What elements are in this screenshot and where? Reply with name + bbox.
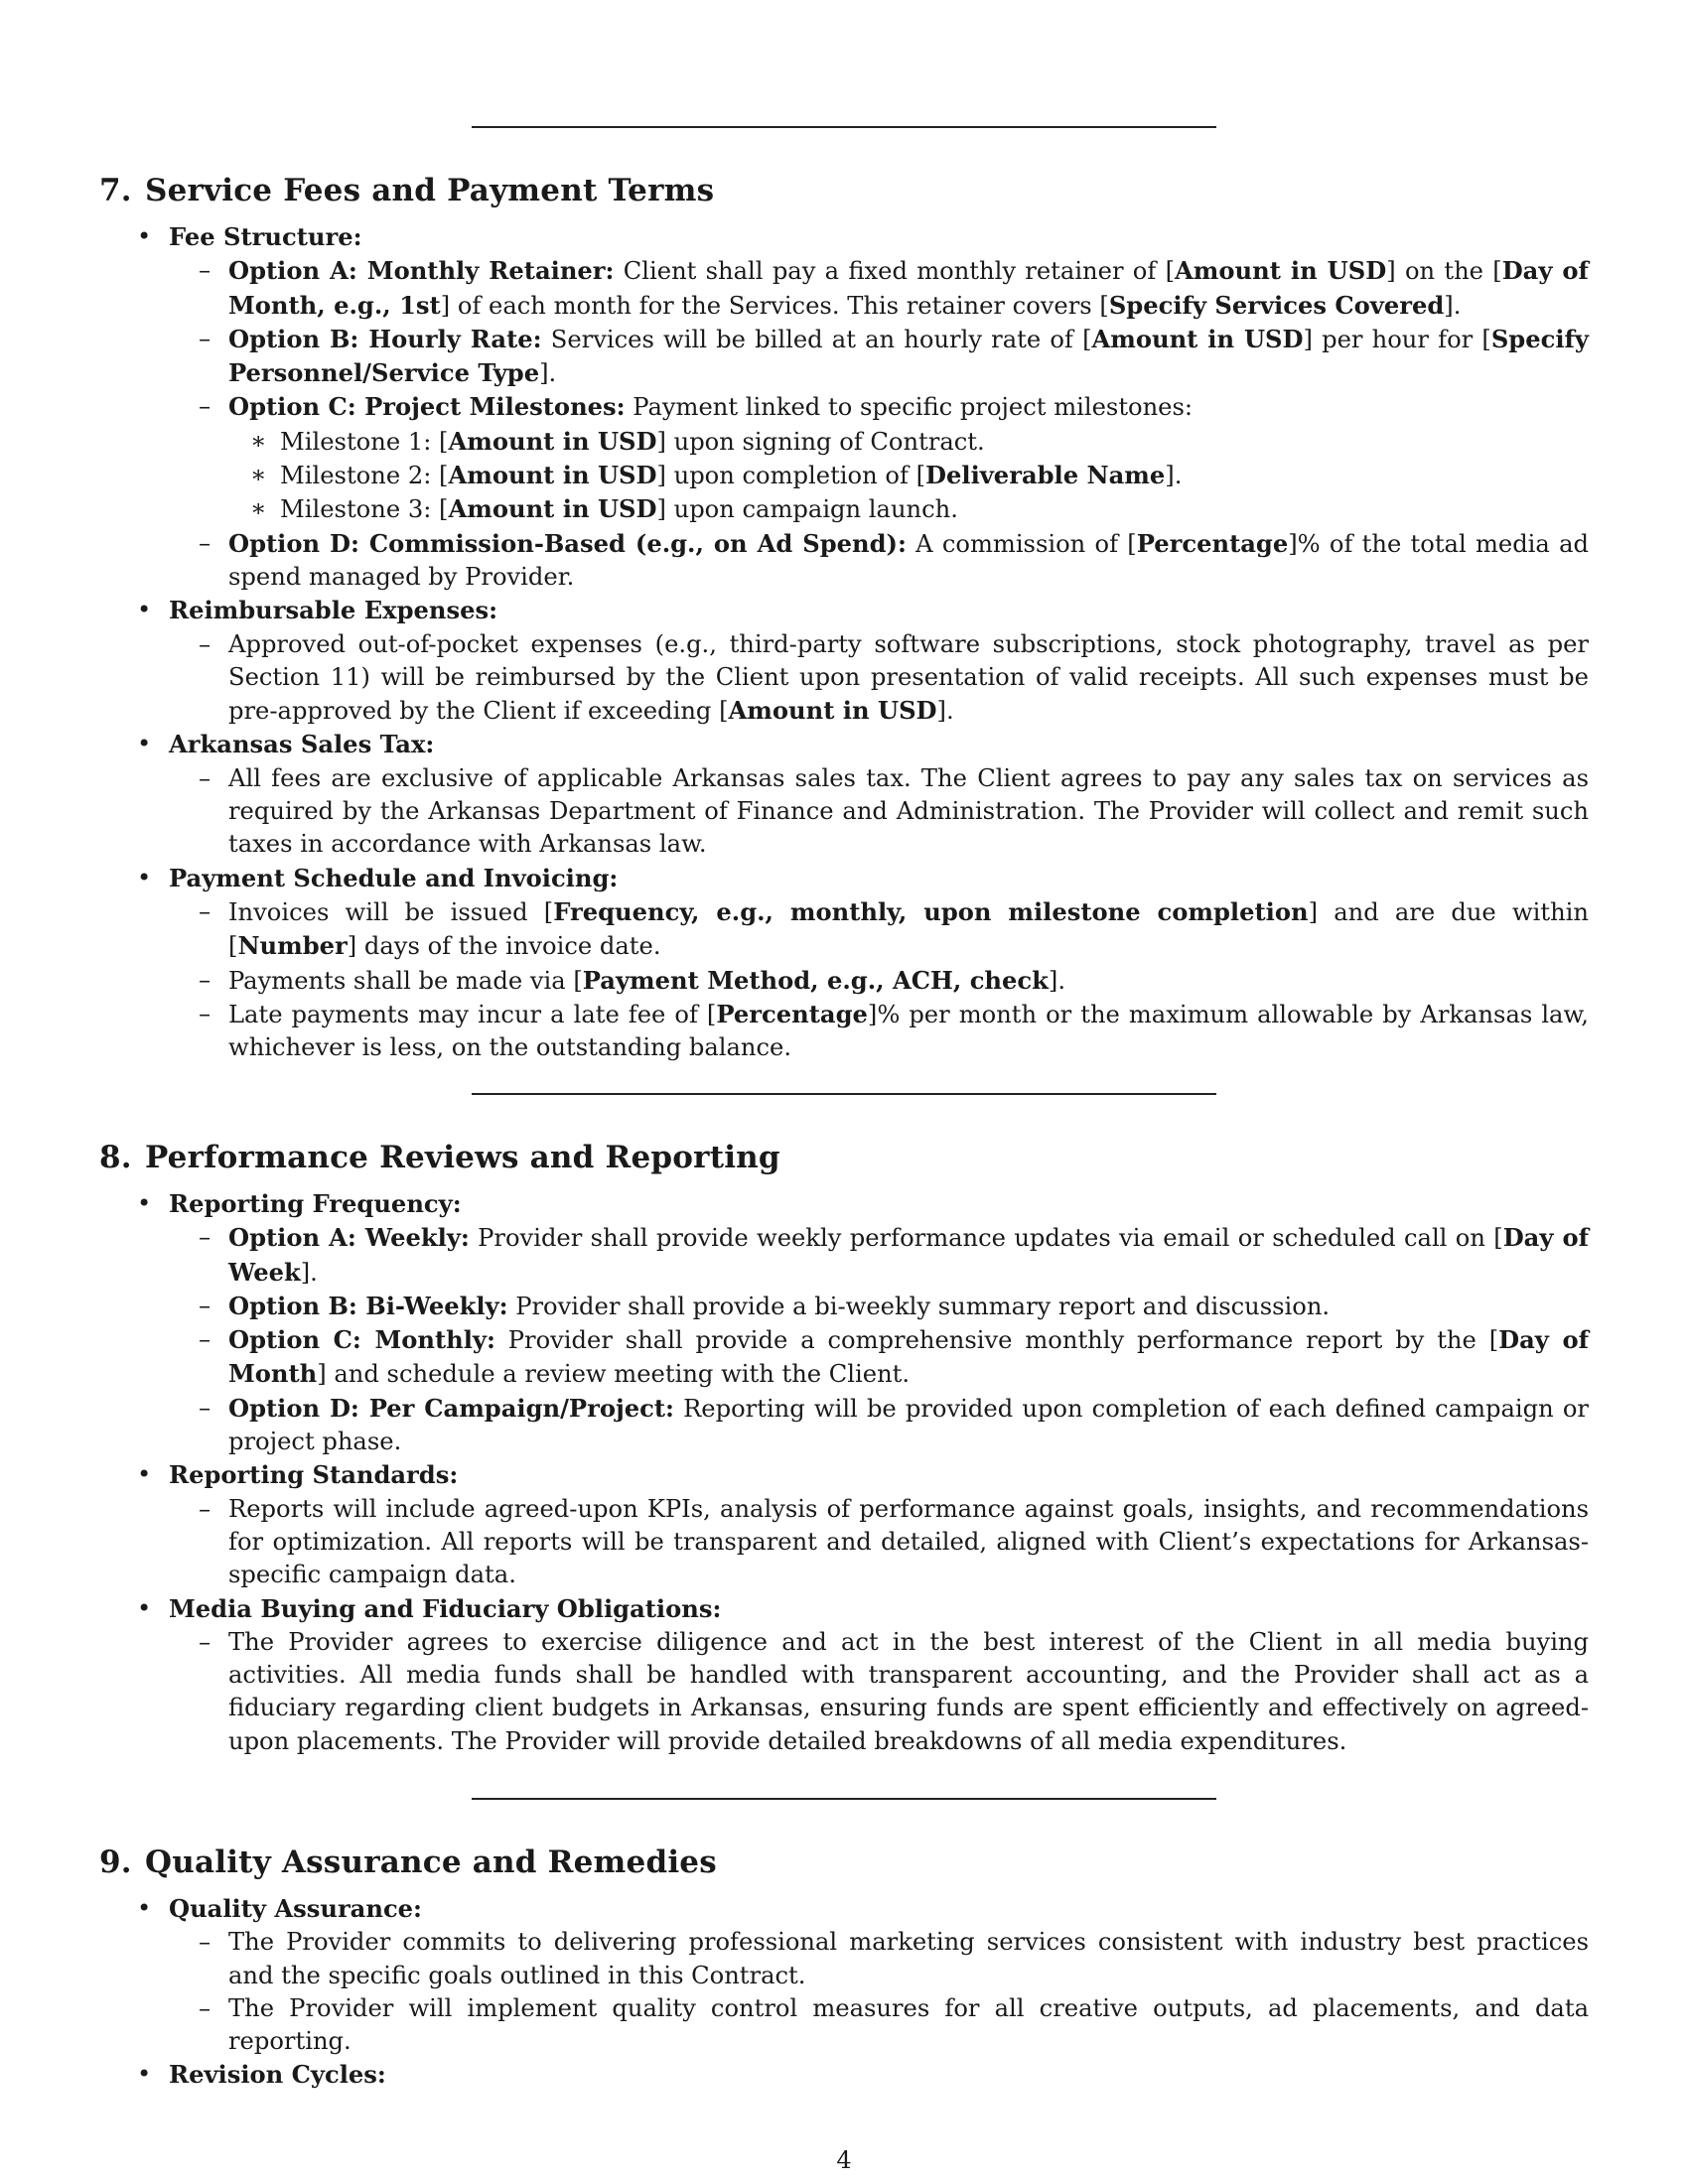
sub-item: – Option C: Project Milestones: Payment linked to specific project milestones: ∗ Milestone 1: [Amount in USD] upon signing of Contract. ∗ Milestone 2: [Amount in USD] upon completion of [Deliverable Name]. ∗ Milestone 3: [Amount in USD] upon campaign launch. bbox=[169, 390, 1589, 526]
section-7 bbox=[99, 171, 1589, 1064]
item-label: Media Buying and Fiduciary Obligations: bbox=[169, 1593, 722, 1623]
item-label: Reporting Standards: bbox=[169, 1460, 459, 1490]
section-divider bbox=[472, 1093, 1216, 1095]
item-label: Quality Assurance: bbox=[169, 1894, 422, 1923]
item-label: Payment Schedule and Invoicing: bbox=[169, 863, 619, 892]
sub-item: – Option A: Weekly: Provider shall provide weekly performance updates via email or scheduled call on [Day of Week]. bbox=[199, 1223, 1590, 1287]
section-8 bbox=[99, 1138, 1589, 1758]
sub-item: – Option D: Commission-Based (e.g., on Ad Spend): A commission of [Percentage]% of the total media ad spend managed by Provider. bbox=[199, 528, 1589, 591]
sub-item: – Payments shall be made via [Payment Method, e.g., ACH, check]. bbox=[199, 965, 1066, 995]
item-label: Reimbursable Expenses: bbox=[169, 596, 498, 625]
sub-item: – The Provider agrees to exercise diligence and act in the best interest of the Client in all media buying activities. All media funds shall be handled with transparent accounting, and the Provider shall act as a fiduciary regarding client budgets in Arkansas, ensuring funds are spent efficiently and effectively on agreed-upon placements. The Provider will provide detailed breakdowns of all media expenditures. bbox=[199, 1627, 1589, 1755]
list-item: • Media Buying and Fiduciary Obligations: – The Provider agrees to exercise diligence and act in the best interest of the Client in all media buying activities. All media funds shall be handled with transparent accounting, and the Provider shall act as a fiduciary regarding client budgets in Arkansas, ensuring funds are spent efficiently and effectively on agreed-upon placements. The Provider will provide detailed breakdowns of all media expenditures. bbox=[99, 1592, 1589, 1758]
list-item: • Fee Structure: – Option A: Monthly Retainer: Client shall pay a fixed monthly retainer of [Amount in USD] on the [Day of Month, e.g., 1st] of each month for the Services. This retainer covers [Specify Services Covered]. – Option B: Hourly Rate: Services will be billed at an hourly rate of [Amount in USD] per hour for [Specify Personnel/Service Type]. – Option C: Project Milestones: Payment linked to specific project milestones: ∗ Milestone 1: [Amount in USD] upon signing of Contract. ∗ Milestone 2: [Amount in USD] upon completion of [Deliverable Name]. ∗ Milestone 3: [Amount in USD] upon campaign launch. – Option D: Commission-Based (e.g., on Ad Spend): A commission of [Percentage]% of the total media ad spend managed by Provider. bbox=[99, 220, 1589, 594]
section-divider bbox=[472, 1798, 1216, 1800]
section-divider bbox=[472, 126, 1216, 128]
sub-item: – Invoices will be issued [Frequency, e.g., monthly, upon milestone completion] and are due within [Number] days of the invoice date. bbox=[199, 896, 1589, 961]
item-label: Reporting Frequency: bbox=[169, 1189, 462, 1218]
item-label: Arkansas Sales Tax: bbox=[169, 730, 435, 759]
sub-item: – Late payments may incur a late fee of [Percentage]% per month or the maximum allowable by Arkansas law, whichever is less, on the outstanding balance. bbox=[199, 999, 1589, 1062]
item-label: Revision Cycles: bbox=[169, 2060, 386, 2090]
section-heading: 9. Quality Assurance and Remedies bbox=[99, 1844, 717, 1880]
list-item: • Reimbursable Expenses: – Approved out-of-pocket expenses (e.g., third-party software subscriptions, stock photography, travel as per Section 11) will be reimbursed by the Client upon presentation of valid receipts. All such expenses must be pre-approved by the Client if exceeding [Amount in USD]. bbox=[99, 594, 1589, 728]
milestone-item: ∗ Milestone 2: [Amount in USD] upon completion of [Deliverable Name]. bbox=[250, 461, 1183, 490]
section-heading: 7. Service Fees and Payment Terms bbox=[99, 173, 715, 208]
item-label: Fee Structure: bbox=[169, 222, 362, 251]
sub-item: – Reports will include agreed-upon KPIs, analysis of performance against goals, insights, and recommendations for optimization. All reports will be transparent and detailed, aligned with Client’s expectations for Arkansas-specific campaign data. bbox=[199, 1494, 1589, 1589]
list-item: • Revision Cycles: bbox=[137, 2060, 386, 2090]
milestone-item: ∗ Milestone 1: [Amount in USD] upon signing of Contract. bbox=[250, 426, 985, 456]
sub-item: – Option C: Monthly: Provider shall provide a comprehensive monthly performance report by the [Day of Month] and schedule a review meeting with the Client. bbox=[199, 1325, 1589, 1389]
sub-item: – Option A: Monthly Retainer: Client shall pay a fixed monthly retainer of [Amount in USD] on the [Day of Month, e.g., 1st] of each month for the Services. This retainer covers [Specify Services Covered]. bbox=[199, 256, 1589, 320]
section-9 bbox=[99, 1843, 1589, 2093]
sub-item: – All fees are exclusive of applicable Arkansas sales tax. The Client agrees to pay any sales tax on services as required by the Arkansas Department of Finance and Administration. The Provider will collect and remit such taxes in accordance with Arkansas law. bbox=[199, 763, 1589, 859]
sub-item: – Option D: Per Campaign/Project: Reporting will be provided upon completion of each defined campaign or project phase. bbox=[199, 1393, 1589, 1456]
section-heading: 8. Performance Reviews and Reporting bbox=[99, 1140, 780, 1175]
document-page bbox=[99, 0, 1589, 2184]
milestone-item: ∗ Milestone 3: [Amount in USD] upon campaign launch. bbox=[250, 494, 958, 524]
list-item: • Arkansas Sales Tax: – All fees are exclusive of applicable Arkansas sales tax. The Client agrees to pay any sales tax on services as required by the Arkansas Department of Finance and Administration. The Provider will collect and remit such taxes in accordance with Arkansas law. bbox=[99, 728, 1589, 861]
sub-item: – Approved out-of-pocket expenses (e.g., third-party software subscriptions, stock photography, travel as per Section 11) will be reimbursed by the Client upon presentation of valid receipts. All such expenses must be pre-approved by the Client if exceeding [Amount in USD]. bbox=[199, 629, 1589, 726]
sub-item: – The Provider commits to delivering professional marketing services consistent with industry best practices and the specific goals outlined in this Contract. bbox=[199, 1928, 1589, 1989]
list-item: • Payment Schedule and Invoicing: – Invoices will be issued [Frequency, e.g., monthly, upon milestone completion] and are due within [Number] days of the invoice date. – Payments shall be made via [Payment Method, e.g., ACH, check]. – Late payments may incur a late fee of [Percentage]% per month or the maximum allowable by Arkansas law, whichever is less, on the outstanding balance. bbox=[99, 862, 1589, 1065]
list-item: • Reporting Frequency: – Option A: Weekly: Provider shall provide weekly performance updates via email or scheduled call on [Day of Week]. – Option B: Bi-Weekly: Provider shall provide a bi-weekly summary report and discussion. – Option C: Monthly: Provider shall provide a comprehensive monthly performance report by the [Day of Month] and schedule a review meeting with the Client. – Option D: Per Campaign/Project: Reporting will be provided upon completion of each defined campaign or project phase. bbox=[99, 1187, 1589, 1458]
list-item: • Reporting Standards: – Reports will include agreed-upon KPIs, analysis of performance against goals, insights, and recommendations for optimization. All reports will be transparent and detailed, aligned with Client’s expectations for Arkansas-specific campaign data. bbox=[99, 1458, 1589, 1591]
page-number: 4 bbox=[836, 2146, 852, 2174]
sub-item: – Option B: Hourly Rate: Services will be billed at an hourly rate of [Amount in USD] per hour for [Specify Personnel/Service Type]. bbox=[199, 324, 1589, 388]
list-item: • Quality Assurance: – The Provider commits to delivering professional marketing services consistent with industry best practices and the specific goals outlined in this Contract. – The Provider will implement quality control measures for all creative outputs, ad placements, and data reporting. bbox=[99, 1892, 1589, 2058]
sub-item: – The Provider will implement quality control measures for all creative outputs, ad placements, and data reporting. bbox=[199, 1993, 1589, 2056]
sub-item: – Option B: Bi-Weekly: Provider shall provide a bi-weekly summary report and discussion. bbox=[199, 1291, 1331, 1320]
